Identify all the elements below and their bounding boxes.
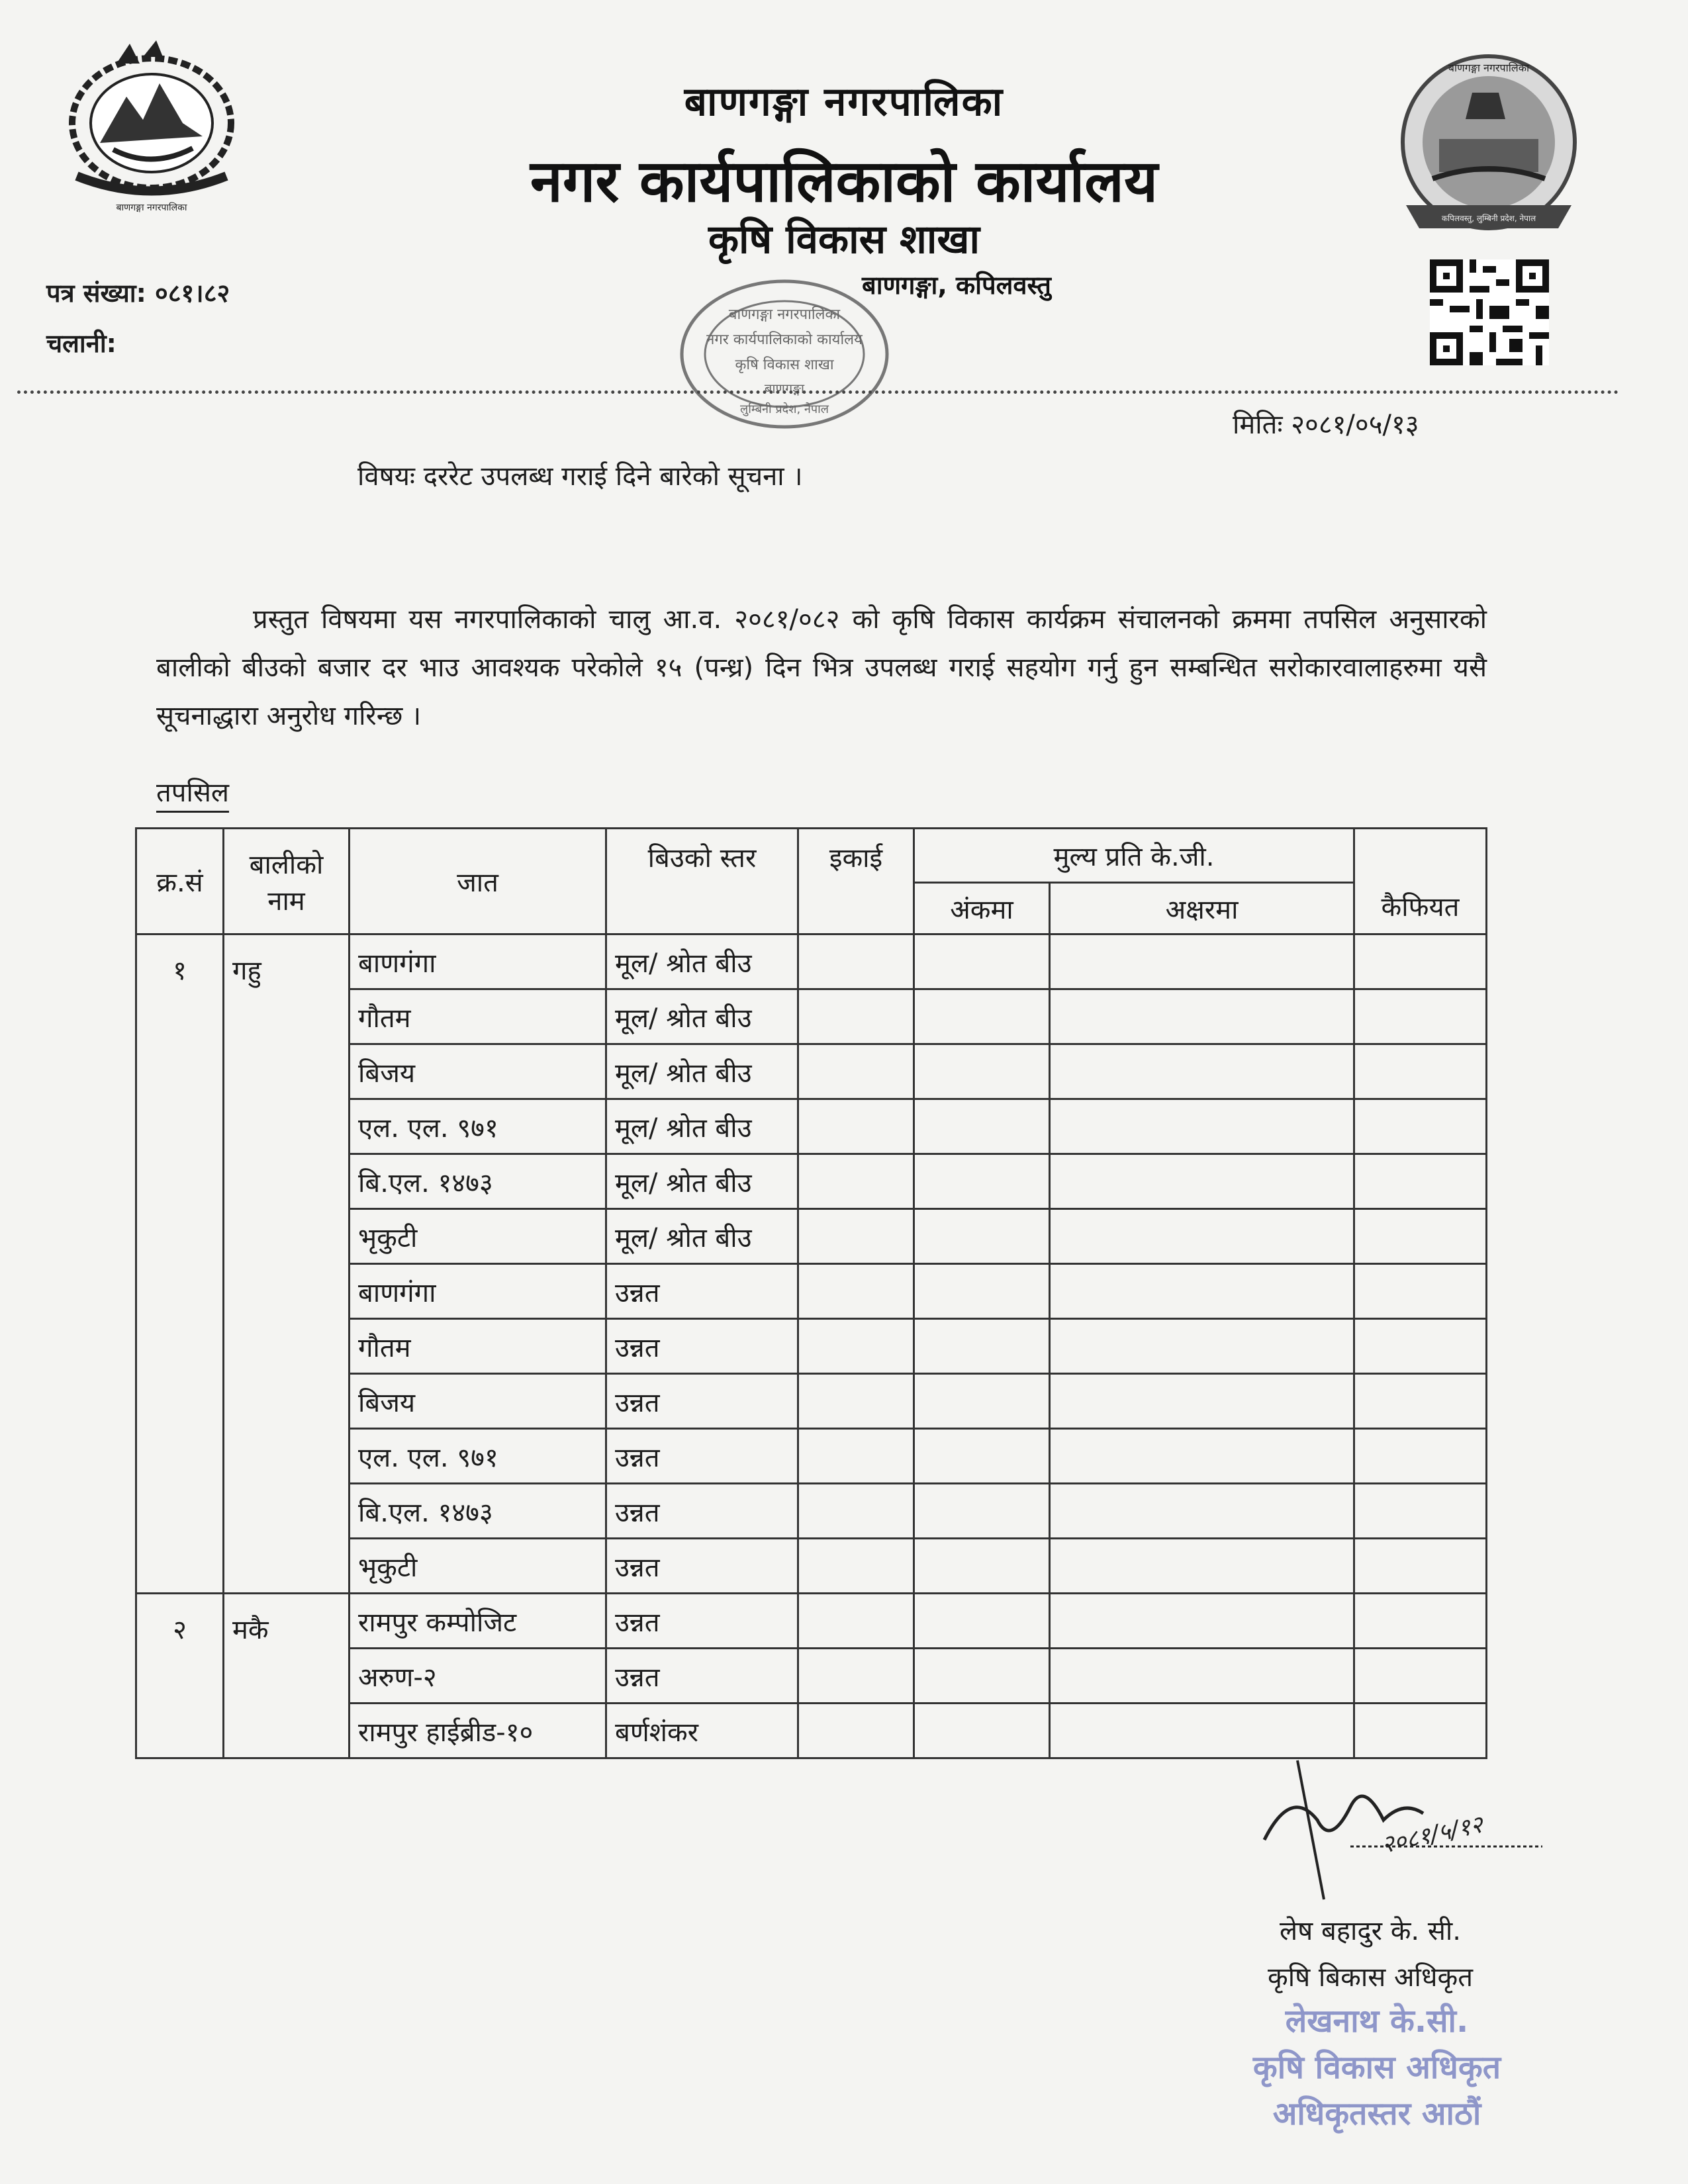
cell-remarks[interactable] (1354, 934, 1487, 989)
cell-price-words[interactable] (1050, 1429, 1354, 1484)
cell-price-figures[interactable] (914, 934, 1050, 989)
header-in-figures: अंकमा (914, 883, 1050, 934)
svg-text:लुम्बिनी प्रदेश, नेपाल: लुम्बिनी प्रदेश, नेपाल (740, 402, 829, 416)
cell-seed-level: बर्णशंकर (606, 1704, 798, 1758)
cell-seed-level: मूल/ श्रोत बीउ (606, 1044, 798, 1099)
cell-price-words[interactable] (1050, 1649, 1354, 1704)
cell-remarks[interactable] (1354, 1154, 1487, 1209)
cell-price-figures[interactable] (914, 1374, 1050, 1429)
cell-price-figures[interactable] (914, 1209, 1050, 1264)
seed-price-table (135, 827, 1487, 1759)
cell-seed-level: उन्नत (606, 1319, 798, 1374)
cell-unit[interactable] (798, 1594, 914, 1649)
cell-seed-level: मूल/ श्रोत बीउ (606, 934, 798, 989)
cell-unit[interactable] (798, 1429, 914, 1484)
dispatch-number: चलानी: (46, 329, 117, 358)
cell-price-figures[interactable] (914, 989, 1050, 1044)
cell-seed-level: उन्नत (606, 1264, 798, 1319)
cell-remarks[interactable] (1354, 1429, 1487, 1484)
cell-seed-level: मूल/ श्रोत बीउ (606, 1154, 798, 1209)
cell-seed-level: मूल/ श्रोत बीउ (606, 1099, 798, 1154)
cell-price-words[interactable] (1050, 1319, 1354, 1374)
cell-price-words[interactable] (1050, 1264, 1354, 1319)
cell-variety: रामपुर हाईब्रीड-१० (350, 1704, 606, 1758)
cell-seed-level: उन्नत (606, 1649, 798, 1704)
cell-variety: भृकुटी (350, 1209, 606, 1264)
svg-text:कपिलवस्तु, लुम्बिनी प्रदेश, ने: कपिलवस्तु, लुम्बिनी प्रदेश, नेपाल (1441, 214, 1536, 223)
letter-date: मितिः २०८१/०५/१३ (1233, 410, 1419, 440)
cell-seed-level: उन्नत (606, 1484, 798, 1539)
cell-unit[interactable] (798, 1319, 914, 1374)
cell-variety: अरुण-२ (350, 1649, 606, 1704)
municipality-logo (1393, 46, 1585, 238)
cell-price-words[interactable] (1050, 1044, 1354, 1099)
blue-stamp-rank: अधिकृतस्तर आठौं (1272, 2095, 1481, 2132)
cell-price-figures[interactable] (914, 1099, 1050, 1154)
schedule-title: तपसिल (156, 773, 229, 813)
cell-sn: १ (136, 934, 224, 1594)
header-sn: क्र.सं (136, 829, 224, 934)
header-seed-level: बिउको स्तर (606, 829, 798, 934)
cell-price-figures[interactable] (914, 1044, 1050, 1099)
header-variety: जात (350, 829, 606, 934)
svg-text:बाणगङ्गा नगरपालिका: बाणगङ्गा नगरपालिका (1448, 62, 1530, 74)
blue-stamp-title: कृषि विकास अधिकृत (1252, 2049, 1501, 2086)
cell-remarks[interactable] (1354, 1319, 1487, 1374)
cell-unit[interactable] (798, 1154, 914, 1209)
header-in-words: अक्षरमा (1050, 883, 1354, 934)
handwritten-signature (1251, 1747, 1556, 1906)
svg-text:बाणगङ्गा नगरपालिका: बाणगङ्गा नगरपालिका (116, 203, 187, 213)
cell-unit[interactable] (798, 1539, 914, 1594)
cell-variety: बाणगंगा (350, 934, 606, 989)
cell-price-words[interactable] (1050, 1209, 1354, 1264)
cell-price-words[interactable] (1050, 1374, 1354, 1429)
cell-unit[interactable] (798, 1649, 914, 1704)
cell-price-words[interactable] (1050, 1539, 1354, 1594)
table-row (136, 934, 1487, 989)
cell-variety: गौतम (350, 989, 606, 1044)
cell-price-figures[interactable] (914, 1649, 1050, 1704)
cell-remarks[interactable] (1354, 1264, 1487, 1319)
svg-text:बाणगङ्गा: बाणगङ्गा (764, 381, 805, 396)
cell-remarks[interactable] (1354, 1099, 1487, 1154)
cell-remarks[interactable] (1354, 1539, 1487, 1594)
letter-body-text: प्रस्तुत विषयमा यस नगरपालिकाको चालु आ.व. २०८१/०८२ को कृषि विकास कार्यक्रम संचालनको क्रममा तपसिल अनुसारको बालीको बीउको बजार दर भाउ आवश्यक परेकोले १५ (पन्ध्र) दिन भित्र उपलब्ध गराई सहयोग गर्नु हुन सम्बन्धित सरोकारवालाहरुमा यसै सूचनाद्धारा अनुरोध गरिन्छ । (156, 604, 1487, 731)
office-seal-stamp (675, 271, 894, 437)
cell-price-figures[interactable] (914, 1319, 1050, 1374)
cell-remarks[interactable] (1354, 1649, 1487, 1704)
cell-variety: एल. एल. ९७१ (350, 1429, 606, 1484)
cell-price-words[interactable] (1050, 989, 1354, 1044)
cell-variety: गौतम (350, 1319, 606, 1374)
cell-unit[interactable] (798, 1704, 914, 1758)
header-price: मुल्य प्रति के.जी. (914, 829, 1354, 883)
cell-unit[interactable] (798, 1044, 914, 1099)
cell-price-words[interactable] (1050, 1594, 1354, 1649)
cell-remarks[interactable] (1354, 989, 1487, 1044)
cell-remarks[interactable] (1354, 1374, 1487, 1429)
cell-variety: बि.एल. १४७३ (350, 1154, 606, 1209)
cell-seed-level: उन्नत (606, 1374, 798, 1429)
cell-variety: बिजय (350, 1374, 606, 1429)
cell-seed-level: मूल/ श्रोत बीउ (606, 1209, 798, 1264)
letter-subject: विषयः दररेट उपलब्ध गराई दिने बारेको सूचना । (357, 461, 803, 492)
section-name: कृषि विकास शाखा (708, 216, 980, 263)
cell-seed-level: उन्नत (606, 1539, 798, 1594)
cell-price-figures[interactable] (914, 1539, 1050, 1594)
cell-variety: एल. एल. ९७१ (350, 1099, 606, 1154)
cell-variety: बिजय (350, 1044, 606, 1099)
municipality-name: बाणगङ्गा नगरपालिका (684, 79, 1004, 125)
cell-variety: बाणगंगा (350, 1264, 606, 1319)
cell-price-words[interactable] (1050, 1484, 1354, 1539)
svg-text:कृषि विकास शाखा: कृषि विकास शाखा (735, 357, 834, 373)
header-remarks: कैफियत (1354, 829, 1487, 934)
cell-crop: गहु (224, 934, 350, 1594)
cell-seed-level: उन्नत (606, 1429, 798, 1484)
reference-number: पत्र संख्या: ०८१।८२ (46, 279, 230, 308)
qr-code (1430, 259, 1549, 365)
cell-variety: रामपुर कम्पोजिट (350, 1594, 606, 1649)
cell-unit[interactable] (798, 1374, 914, 1429)
cell-remarks[interactable] (1354, 1209, 1487, 1264)
cell-price-figures[interactable] (914, 1264, 1050, 1319)
header-divider (17, 390, 1619, 394)
svg-text:२०८१/५/१२: २०८१/५/१२ (1379, 1811, 1485, 1859)
cell-seed-level: मूल/ श्रोत बीउ (606, 989, 798, 1044)
svg-text:नगर कार्यपालिकाको कार्यालय: नगर कार्यपालिकाको कार्यालय (706, 332, 863, 348)
cell-sn: २ (136, 1594, 224, 1758)
cell-remarks[interactable] (1354, 1594, 1487, 1649)
signatory-name: लेष बहादुर के. सी. (1280, 1916, 1461, 1946)
cell-remarks[interactable] (1354, 1044, 1487, 1099)
cell-unit[interactable] (798, 1209, 914, 1264)
cell-seed-level: उन्नत (606, 1594, 798, 1649)
office-location: बाणगङ्गा, कपिलवस्तु (862, 271, 1051, 300)
cell-price-words[interactable] (1050, 1154, 1354, 1209)
blue-stamp-name: लेखनाथ के.सी. (1285, 2003, 1469, 2040)
cell-unit[interactable] (798, 989, 914, 1044)
cell-remarks[interactable] (1354, 1484, 1487, 1539)
signatory-title: कृषि बिकास अधिकृत (1268, 1962, 1473, 1993)
cell-price-words[interactable] (1050, 1099, 1354, 1154)
header-crop: बालीको नाम (224, 829, 350, 934)
cell-variety: बि.एल. १४७३ (350, 1484, 606, 1539)
cell-unit[interactable] (798, 1264, 914, 1319)
table-row (136, 1594, 1487, 1649)
seed-table-body (136, 934, 1487, 1758)
cell-price-figures[interactable] (914, 1154, 1050, 1209)
office-name: नगर कार्यपालिकाको कार्यालय (530, 147, 1158, 215)
cell-unit[interactable] (798, 1484, 914, 1539)
cell-unit[interactable] (798, 934, 914, 989)
cell-crop: मकै (224, 1594, 350, 1758)
cell-variety: भृकुटी (350, 1539, 606, 1594)
cell-price-figures[interactable] (914, 1594, 1050, 1649)
letter-body (156, 596, 1487, 741)
cell-price-figures[interactable] (914, 1429, 1050, 1484)
cell-price-figures[interactable] (914, 1484, 1050, 1539)
cell-unit[interactable] (798, 1099, 914, 1154)
header-unit: इकाई (798, 829, 914, 934)
cell-price-figures[interactable] (914, 1704, 1050, 1758)
cell-price-words[interactable] (1050, 934, 1354, 989)
svg-text:बाणगङ्गा नगरपालिका: बाणगङ्गा नगरपालिका (728, 306, 841, 323)
